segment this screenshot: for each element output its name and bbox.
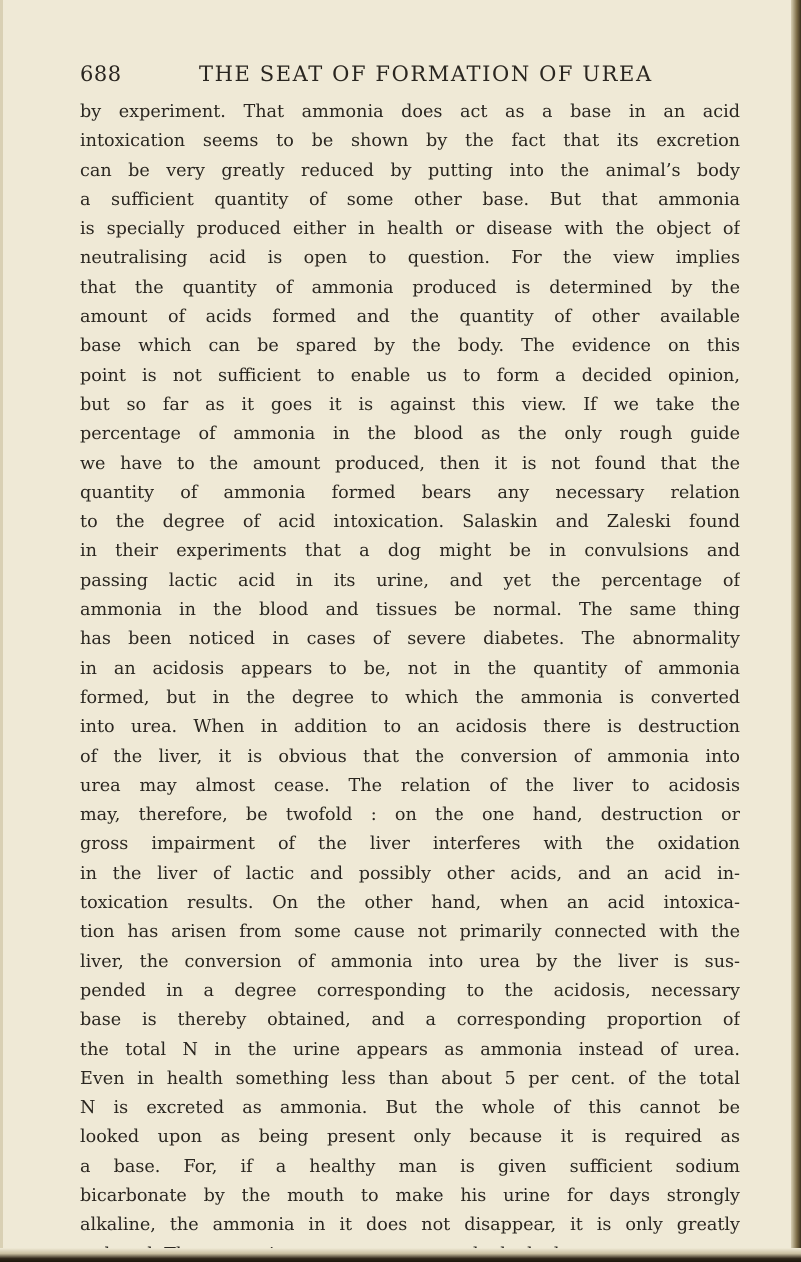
- text-line: but so far as it goes it is against this view. If we take the: [80, 394, 740, 415]
- text-line: neutralising acid is open to question. For the view implies: [80, 248, 740, 269]
- body-text: [80, 98, 740, 1262]
- text-line: ammonia in the blood and tissues be normal. The same thing: [80, 600, 740, 621]
- text-line: intoxication seems to be shown by the fact that its excretion: [80, 131, 740, 152]
- page-bottom-edge: [0, 1248, 801, 1262]
- text-line: Even in health something less than about 5 per cent. of the total: [80, 1068, 740, 1089]
- running-head: [0, 58, 801, 94]
- text-line: is specially produced either in health or disease with the object of: [80, 219, 740, 240]
- page-binding-edge: [791, 0, 801, 1262]
- text-line: gross impairment of the liver interferes with the oxidation: [80, 834, 740, 855]
- text-line: we have to the amount produced, then it is not found that the: [80, 453, 740, 474]
- text-line: tion has arisen from some cause not primarily connected with the: [80, 922, 740, 943]
- text-line: by experiment. That ammonia does act as a base in an acid: [80, 102, 740, 122]
- text-line: alkaline, the ammonia in it does not disappear, it is only greatly: [80, 1215, 740, 1236]
- text-line: in their experiments that a dog might be in convulsions and: [80, 541, 740, 562]
- running-title: THE SEAT OF FORMATION OF UREA: [199, 62, 653, 86]
- text-line: N is excreted as ammonia. But the whole of this cannot be: [80, 1098, 740, 1119]
- text-line: in an acidosis appears to be, not in the quantity of ammonia: [80, 658, 740, 679]
- text-line: a sufficient quantity of some other base. But that ammonia: [80, 189, 740, 210]
- text-line: point is not sufficient to enable us to form a decided opinion,: [80, 365, 740, 386]
- text-line: base is thereby obtained, and a corresponding proportion of: [80, 1010, 740, 1031]
- text-line: pended in a degree corresponding to the acidosis, necessary: [80, 980, 740, 1001]
- text-line: base which can be spared by the body. The evidence on this: [80, 336, 740, 357]
- text-line: liver, the conversion of ammonia into urea by the liver is sus-: [80, 951, 740, 972]
- text-line: looked upon as being present only because it is required as: [80, 1127, 740, 1148]
- text-line: the total N in the urine appears as ammonia instead of urea.: [80, 1039, 740, 1060]
- text-line: can be very greatly reduced by putting into the animal’s body: [80, 160, 740, 181]
- text-line: that the quantity of ammonia produced is determined by the: [80, 277, 740, 298]
- text-line: into urea. When in addition to an acidosis there is destruction: [80, 717, 740, 738]
- text-line: to the degree of acid intoxication. Salaskin and Zaleski found: [80, 512, 740, 533]
- page-left-edge: [0, 0, 3, 1262]
- text-line: of the liver, it is obvious that the conversion of ammonia into: [80, 746, 740, 767]
- text-line: passing lactic acid in its urine, and yet the percentage of: [80, 570, 740, 591]
- text-line: a base. For, if a healthy man is given sufficient sodium: [80, 1156, 740, 1177]
- text-line: has been noticed in cases of severe diabetes. The abnormality: [80, 629, 740, 650]
- page-number: 688: [80, 62, 122, 86]
- text-line: may, therefore, be twofold : on the one hand, destruction or: [80, 805, 740, 826]
- text-line: bicarbonate by the mouth to make his urine for days strongly: [80, 1185, 740, 1206]
- text-line: in the liver of lactic and possibly other acids, and an acid in-: [80, 863, 740, 884]
- text-line: quantity of ammonia formed bears any necessary relation: [80, 482, 740, 503]
- text-line: amount of acids formed and the quantity of other available: [80, 307, 740, 328]
- text-line: formed, but in the degree to which the ammonia is converted: [80, 687, 740, 708]
- text-line: toxication results. On the other hand, when an acid intoxica-: [80, 893, 740, 914]
- text-line: percentage of ammonia in the blood as the only rough guide: [80, 424, 740, 445]
- text-line: urea may almost cease. The relation of the liver to acidosis: [80, 775, 740, 796]
